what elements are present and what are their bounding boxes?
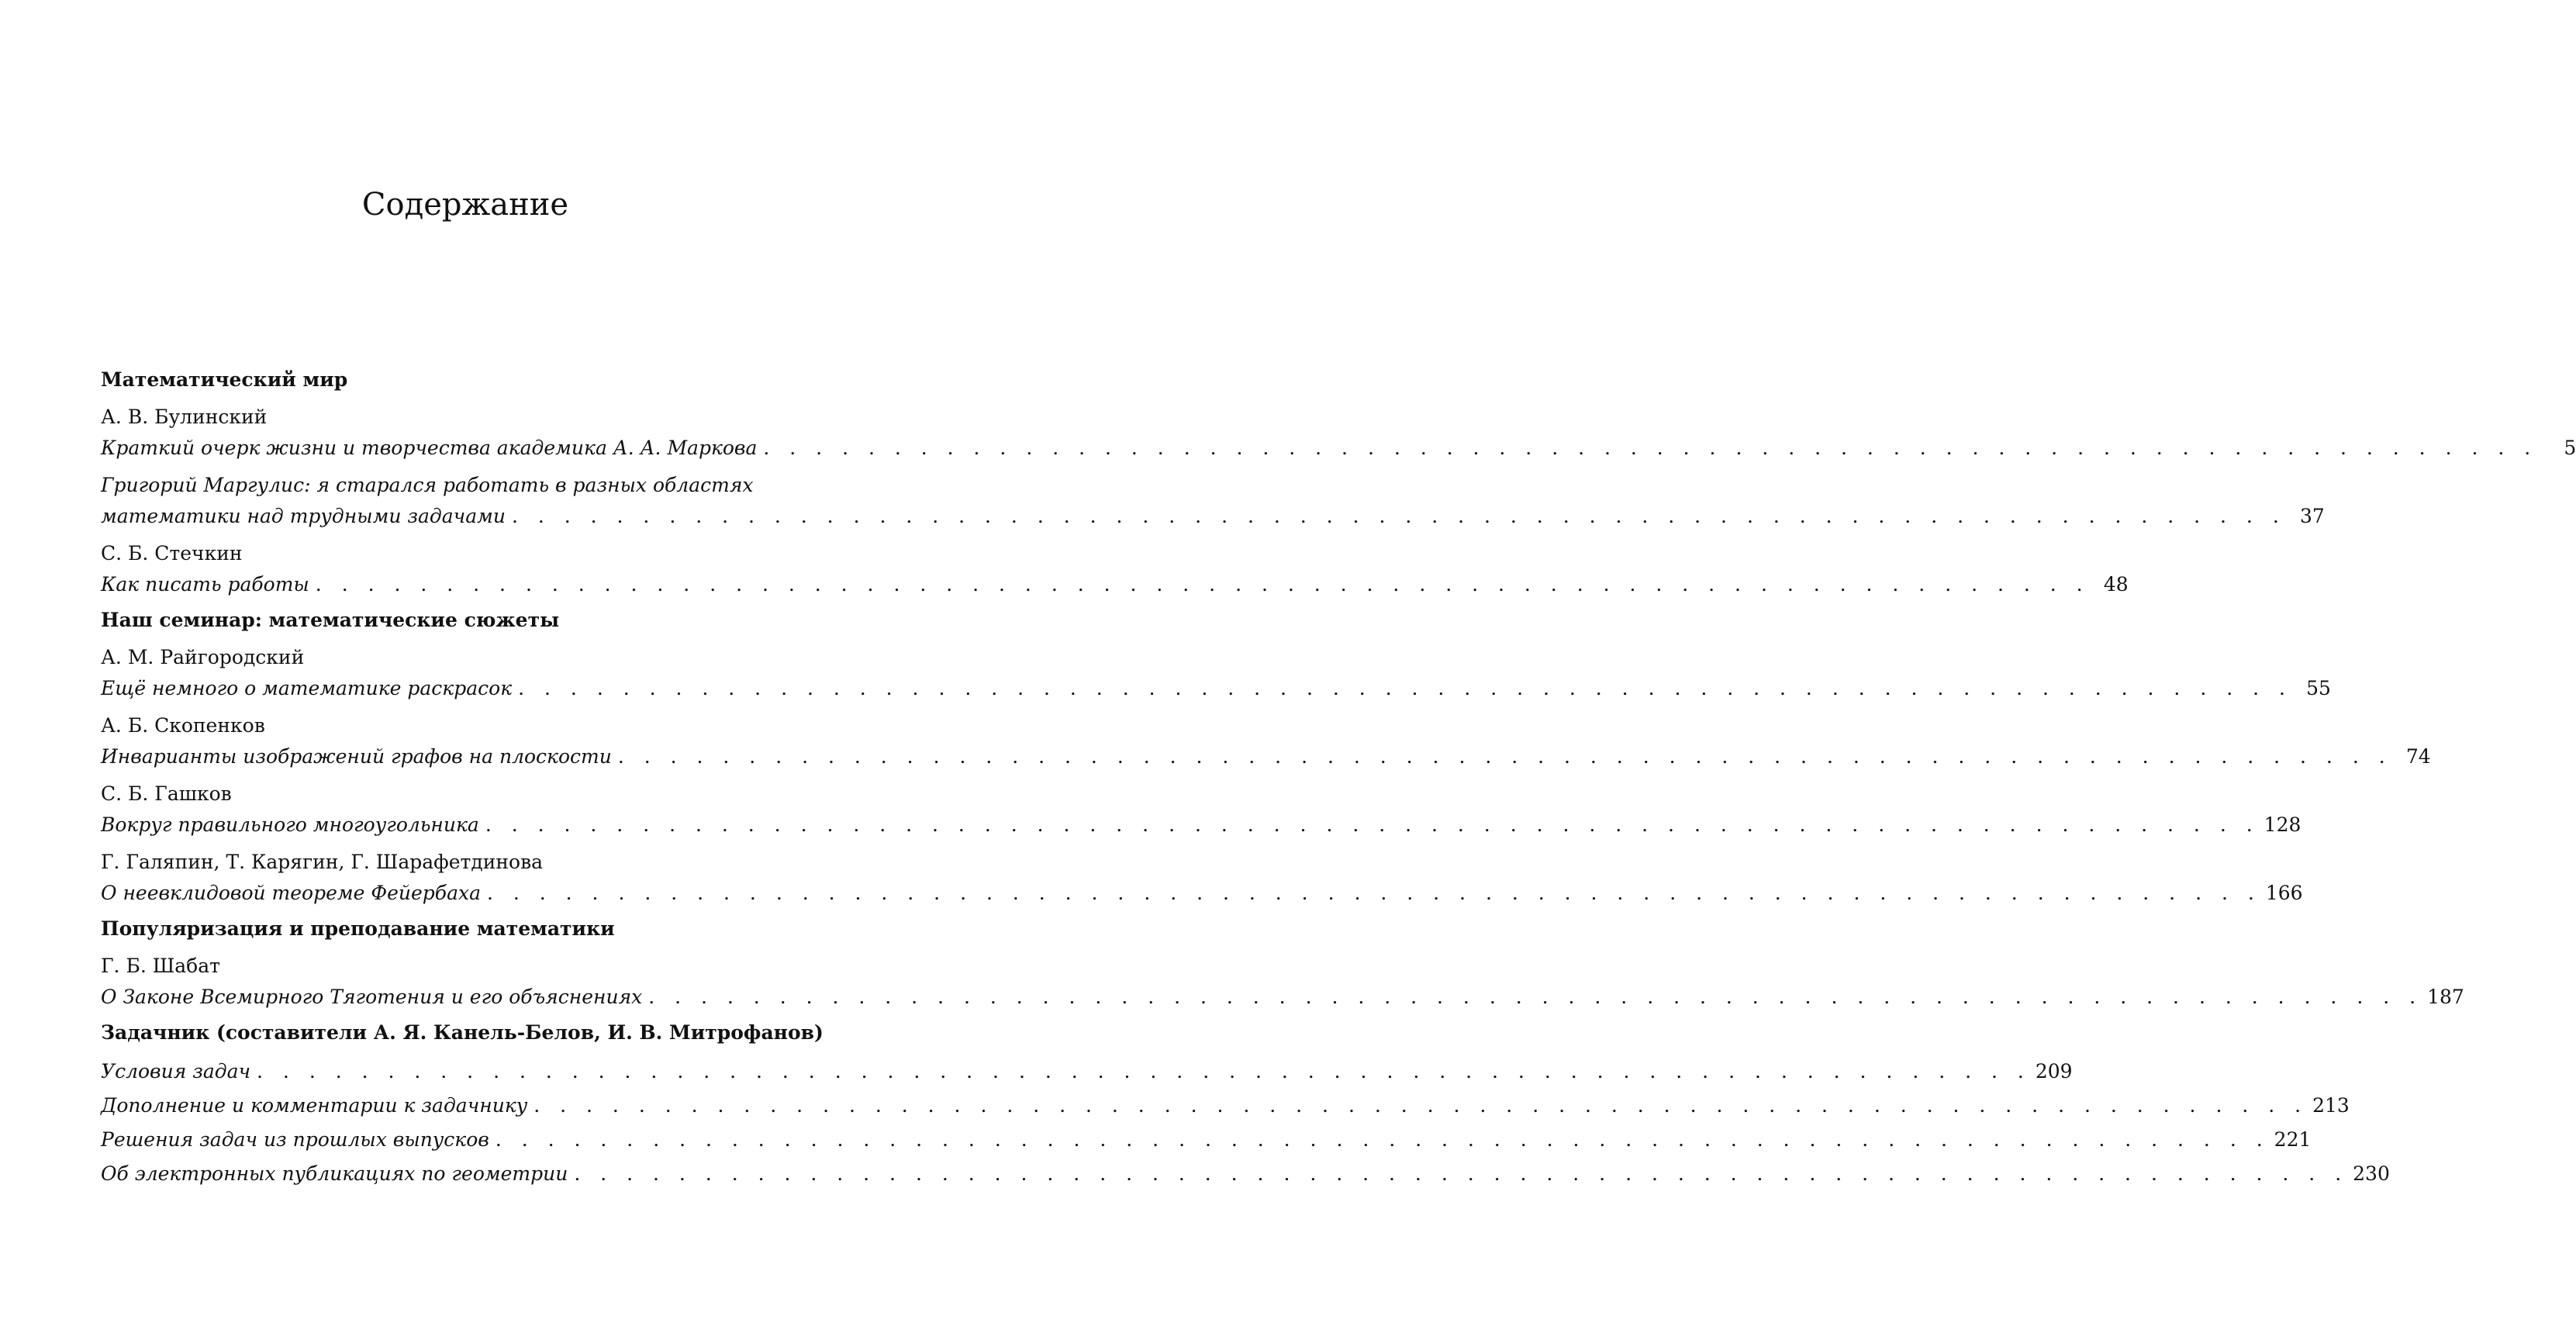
toc-entry[interactable] (101, 1090, 835, 1121)
page-number: 37 (2291, 501, 2325, 532)
page (0, 0, 931, 1326)
dot-leader: . . . . . . . . . . . . . . . . . . . . . . . . . . . . . . . . . . . . . . . . . . . . . . . . . . . . . . . . . . . . . . . . . . . . (574, 1159, 2348, 1190)
toc-entry[interactable] (101, 847, 835, 909)
dot-leader: . . . . . . . . . . . . . . . . . . . . . . . . . . . . . . . . . . . . . . . . . . . . . . . . . . . . . . . . . . . . . . . . . . . . (485, 810, 2260, 841)
page-number: 213 (2312, 1090, 2350, 1121)
page-number: 166 (2266, 878, 2303, 909)
dot-leader: . . . . . . . . . . . . . . . . . . . . . . . . . . . . . . . . . . . . . . . . . . . . . . . . . . . . . . . . . . . . . . . . . . . . (763, 433, 2537, 464)
entry-title[interactable]: Об электронных публикациях по геометрии (101, 1159, 568, 1190)
page-number: 5 (2542, 433, 2576, 464)
page-number: 187 (2427, 982, 2464, 1013)
page-number: 48 (2094, 569, 2129, 600)
dot-leader: . . . . . . . . . . . . . . . . . . . . . . . . . . . . . . . . . . . . . . . . . . . . . . . . . . . . . . . . . . . . . . . . . . . . (618, 741, 2392, 772)
toc-entry[interactable] (101, 951, 835, 1013)
page-number: 128 (2264, 810, 2301, 841)
entry-title[interactable]: Ещё немного о математике раскрасок (101, 673, 512, 704)
dot-leader: . . . . . . . . . . . . . . . . . . . . . . . . . . . . . . . . . . . . . . . . . . . . . . . . . . . . . . . . . . . . . . . . . . . . (496, 1124, 2270, 1155)
entry-author: А. Б. Скопенков (101, 710, 835, 741)
entry-title[interactable]: О Законе Всемирного Тяготения и его объяснениях (101, 982, 642, 1013)
entry-author: С. Б. Стечкин (101, 538, 835, 569)
entry-title[interactable]: Условия задач (101, 1056, 250, 1087)
section-heading: Задачник (составители А. Я. Канель-Белов, И. В. Митрофанов) (101, 1017, 835, 1048)
page-number: 74 (2397, 741, 2431, 772)
page-number: 230 (2353, 1159, 2390, 1190)
entry-author: А. М. Райгородский (101, 642, 835, 673)
entry-title[interactable]: Как писать работы (101, 569, 309, 600)
dot-leader: . . . . . . . . . . . . . . . . . . . . . . . . . . . . . . . . . . . . . . . . . . . . . . . . . . . . . . . . . . . . . . . . . . . . (487, 878, 2261, 909)
entry-title[interactable]: Дополнение и комментарии к задачнику (101, 1090, 527, 1121)
section-heading: Популяризация и преподавание математики (101, 913, 835, 944)
entry-title[interactable]: О неевклидовой теореме Фейербаха (101, 878, 481, 909)
entry-title[interactable]: математики над трудными задачами (101, 501, 506, 532)
section-heading: Математический мир (101, 364, 835, 395)
entry-author: С. Б. Гашков (101, 779, 835, 810)
toc-entry[interactable] (101, 1124, 835, 1155)
table-of-contents (101, 364, 835, 1194)
toc-section-math-world (101, 364, 835, 600)
entry-title-line1[interactable]: Григорий Маргулис: я старался работать в разных областях (101, 470, 835, 501)
toc-section-problem-book (101, 1017, 835, 1190)
entry-title[interactable]: Вокруг правильного многоугольника (101, 810, 479, 841)
dot-leader: . . . . . . . . . . . . . . . . . . . . . . . . . . . . . . . . . . . . . . . . . . . . . . . . . . . . . . . . . . . . . . . . . . . . (534, 1090, 2308, 1121)
toc-entry[interactable] (101, 779, 835, 841)
entry-title[interactable]: Решения задач из прошлых выпусков (101, 1124, 489, 1155)
toc-entry[interactable] (101, 402, 835, 464)
entry-author: Г. Галяпин, Т. Карягин, Г. Шарафетдинова (101, 847, 835, 878)
toc-entry[interactable] (101, 1159, 835, 1190)
dot-leader: . . . . . . . . . . . . . . . . . . . . . . . . . . . . . . . . . . . . . . . . . . . . . . . . . . . . . . . . . . . . . . . . . . . . (257, 1056, 2031, 1087)
toc-section-popularization (101, 913, 835, 1013)
entry-author: А. В. Булинский (101, 402, 835, 433)
dot-leader: . . . . . . . . . . . . . . . . . . . . . . . . . . . . . . . . . . . . . . . . . . . . . . . . . . . . . . . . . . . . . . . . . . . . (316, 569, 2090, 600)
entry-title[interactable]: Инварианты изображений графов на плоскости (101, 741, 612, 772)
toc-section-seminar (101, 605, 835, 909)
page-title: Содержание (0, 183, 931, 226)
page-number: 221 (2274, 1124, 2312, 1155)
dot-leader: . . . . . . . . . . . . . . . . . . . . . . . . . . . . . . . . . . . . . . . . . . . . . . . . . . . . . . . . . . . . . . . . . . . . (512, 501, 2286, 532)
section-heading: Наш семинар: математические сюжеты (101, 605, 835, 636)
toc-entry[interactable] (101, 642, 835, 704)
toc-entry[interactable] (101, 1056, 835, 1087)
dot-leader: . . . . . . . . . . . . . . . . . . . . . . . . . . . . . . . . . . . . . . . . . . . . . . . . . . . . . . . . . . . . . . . . . . . . (518, 673, 2292, 704)
page-number: 209 (2036, 1056, 2073, 1087)
toc-entry[interactable] (101, 538, 835, 600)
page-number: 55 (2297, 673, 2331, 704)
dot-leader: . . . . . . . . . . . . . . . . . . . . . . . . . . . . . . . . . . . . . . . . . . . . . . . . . . . . . . . . . . . . . . . . . . . . (648, 982, 2422, 1013)
toc-entry[interactable] (101, 470, 835, 532)
entry-author: Г. Б. Шабат (101, 951, 835, 982)
toc-entry[interactable] (101, 710, 835, 772)
entry-title[interactable]: Краткий очерк жизни и творчества академика А. А. Маркова (101, 433, 757, 464)
